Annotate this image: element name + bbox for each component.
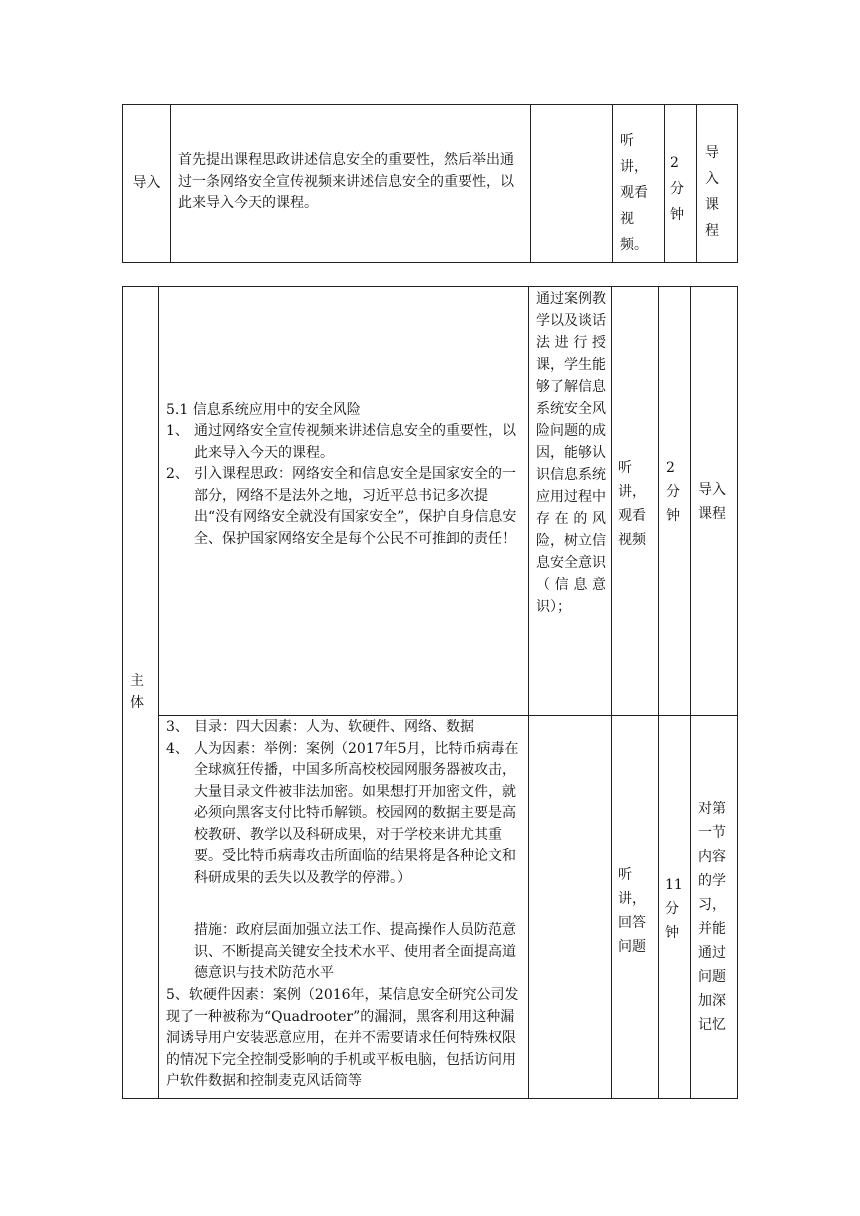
remark: 对第一节内容的学习，并能通过问题加深记忆 <box>698 801 726 1033</box>
time-allotted: 2分钟 <box>670 155 684 223</box>
lesson-content-list <box>166 717 522 889</box>
student-activity: 听讲，观看视频。 <box>620 133 648 253</box>
stage-label: 导入 <box>132 175 161 191</box>
student-activity: 听讲，回答问题 <box>618 867 646 955</box>
software-hardware-factor: 5、软硬件因素：案例（2016年，某信息安全研究公司发现了一种被称为“Quadrooter”的漏洞，黑客利用这种漏洞诱导用户安装恶意应用，在并不需要请求任何特殊权限的情况下完全控制受影响的手机或平板电脑，包括访问用户软件数据和控制麦克风话筒等 <box>166 987 519 1089</box>
lesson-content: 首先提出课程思政讲述信息安全的重要性，然后举出通过一条网络安全宣传视频来讲述信息安全的重要性，以此来导入今天的课程。 <box>178 152 514 211</box>
measures-text: 措施：政府层面加强立法工作、提高操作人员防范意识、不断提高关键安全技术水平、使用者全面提高道德意识与技术防范水平 <box>194 922 516 981</box>
time-allotted: 2分钟 <box>666 460 680 524</box>
list-item: 3、 目录：四大因素：人为、软硬件、网络、数据 <box>166 719 474 735</box>
list-item: 1、 通过网络安全宣传视频来讲述信息安全的重要性，以此来导入今天的课程。 <box>166 423 516 461</box>
teaching-objective: 通过案例教学以及谈话法进行授课，学生能够了解信息系统安全风险问题的成因，能够认识信息系统应用过程中存在的风险，树立信息安全意识（信息意识）； <box>536 291 606 615</box>
section-heading: 5.1 信息系统应用中的安全风险 <box>166 402 361 418</box>
remark: 导入课程 <box>698 482 726 522</box>
time-allotted: 11分钟 <box>665 877 683 941</box>
list-item: 2、 引入课程思政：网络安全和信息安全是国家安全的一部分，网络不是法外之地，习近平总书记多次提出“没有网络安全就没有国家安全”，保护自身信息安全、保护国家网络安全是每个公民不可推卸的责任！ <box>166 466 517 547</box>
lesson-content-list <box>166 421 522 550</box>
stage-label: 主体 <box>130 673 144 711</box>
remark: 导入课程 <box>705 145 719 239</box>
student-activity: 听讲，观看视频 <box>618 460 646 548</box>
list-item: 4、 人为因素：举例：案例（2017年5月，比特币病毒在全球疯狂传播，中国多所高校校园网服务器被攻击，大量目录文件被非法加密。如果想打开加密文件，就必须向黑客支付比特币解锁。校园网的数据主要是高校教研、教学以及科研成果，对于学校来讲尤其重要。受比特币病毒攻击所面临的结果将是各种论文和科研成果的丢失以及教学的停滞。） <box>166 740 519 886</box>
